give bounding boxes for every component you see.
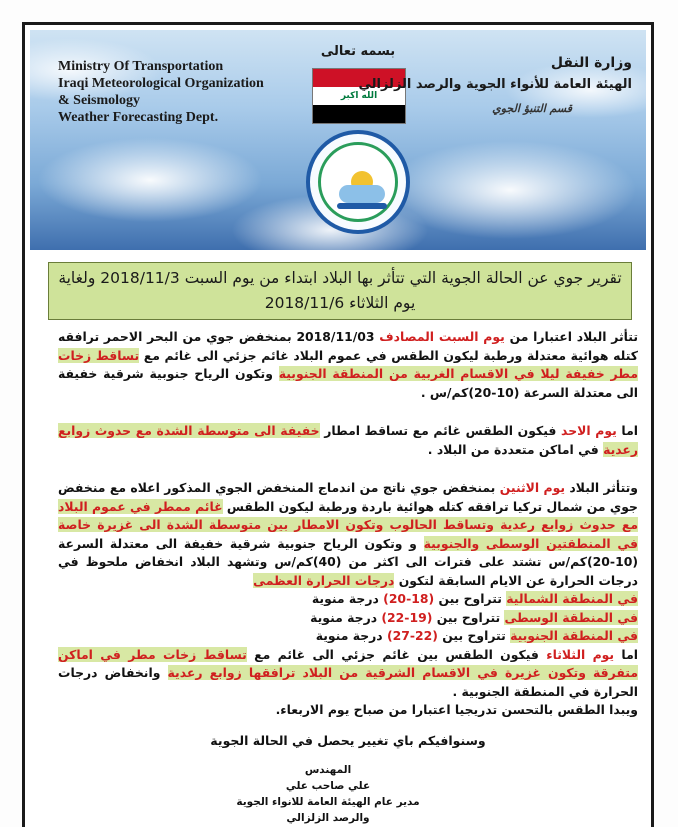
signature-name: علي صاحب علي	[285, 780, 371, 792]
p1-day: يوم السبت	[438, 329, 505, 344]
paragraph-tuesday	[58, 646, 638, 720]
basmala: بسمه تعالى	[320, 44, 396, 59]
p2-highlight: خفيفة الى متوسطة الشدة مع حدوث زوابع رعدية	[58, 423, 638, 457]
signature-title: المهندس	[304, 764, 352, 776]
department-ar: قسم التنبؤ الجوي	[492, 102, 572, 115]
title-line-2: يوم الثلاثاء 2018/11/6	[264, 294, 416, 312]
header-banner	[30, 30, 646, 250]
temp-central: في المنطقة الوسطى تتراوح بين (19-22) درجة منوية	[310, 609, 638, 625]
paragraph-saturday	[58, 328, 638, 402]
p2-day: يوم الاحد	[561, 423, 617, 438]
signature-role-1: مدير عام الهيئة العامة للانواء الجوية	[236, 796, 420, 808]
title-line-1: تقرير جوي عن الحالة الجوية التي تتأثر بها البلاد ابتداء من يوم السبت 2018/11/3 ولغاية	[58, 269, 622, 287]
header-arabic-text	[358, 52, 632, 122]
department-en: Weather Forecasting Dept.	[58, 110, 219, 125]
header-english-text	[58, 58, 264, 126]
p1-text-e: بمنخفض جوي من البحر الاحمر ترافقه كتله هوائية معتدلة ورطبة ليكون الطقس في عموم البلاد غائم جزئي الى غائم مع	[58, 329, 638, 363]
ministry-en: Ministry Of Transportation	[58, 59, 224, 74]
p3-text-c: بمنخفض جوي ناتج من اندماج المنخفض الجوي المذكور اعلاه مع منخفض جوي من شمال تركيا ترافقه كتله هوائية باردة ورطبة ليكون الطقس	[58, 480, 638, 514]
report-title	[48, 262, 632, 320]
p4-text-c: فيكون الطقس بين غائم جزئي الى غائم مع	[246, 646, 547, 662]
signature-role-2: والرصد الزلزالي	[286, 812, 370, 824]
p4-text-e: وانخفاض درجات الحرارة في المنطقة الجنوبية .	[58, 665, 638, 699]
p3-day: يوم الاثنين	[499, 480, 566, 495]
flag-text: الله اكبر	[340, 91, 378, 101]
p1-text-c: المصادف	[374, 329, 439, 344]
ministry-ar: وزارة النقل	[550, 55, 632, 71]
temperature-list	[58, 590, 638, 646]
temp-north: في المنطقة الشمالية تتراوح بين (18-20) درجة منوية	[311, 591, 638, 606]
p4-day: يوم الثلاثاء	[546, 646, 615, 662]
seismology-en: & Seismology	[58, 93, 141, 108]
organization-ar: الهيئة العامة للأنواء الجوية والرصد الزلزالي	[358, 77, 632, 92]
signature-block	[58, 762, 598, 826]
paragraph-monday	[58, 479, 638, 590]
p3-text-e: و وتكون الرياح جنوبية شرقية خفيفة الى معتدلة السرعة (10-20)كم/س تشتد على فترات الى اكثر من (40)كم/س وتشهد البلاد انخفاض ملحوظ في درجات الحرارة عن الايام السابقة لتكون	[58, 535, 638, 588]
closing-line: وسنوافيكم باي تغيير يحصل في الحالة الجوية	[210, 733, 486, 748]
p4-text-a: اما	[614, 646, 639, 662]
paragraph-sunday	[58, 422, 638, 459]
p1-highlight: تساقط زخات مطر خفيفة ليلا في الاقسام الغربية من المنطقة الجنوبية	[58, 347, 638, 381]
temp-south: في المنطقة الجنوبية تتراوح بين (22-27) درجة منوية	[315, 628, 638, 643]
p2-text-a: اما	[616, 423, 638, 438]
report-body	[58, 328, 638, 720]
p1-date: 2018/11/03	[296, 329, 375, 344]
p4-improvement: ويبدا الطقس بالتحسن تدريجيا اعتبارا من صباح يوم الاربعاء.	[275, 702, 638, 717]
p3-highlight: غائم ممطر في عموم البلاد مع حدوث زوابع رعدية وتساقط الحالوب وتكون الامطار بين متوسطة الشدة الى غزيرة خاصة في المنطقتين الوسطى والجنوبية	[58, 498, 638, 551]
p4-highlight: تساقط زخات مطر في اماكن متفرقة وتكون غزيرة في الاقسام الشرقية من البلاد ترافقها زوابع رعدية	[58, 646, 638, 680]
organization-seal-icon	[306, 130, 410, 234]
p2-text-c: فيكون الطقس غائم مع تساقط امطار	[319, 423, 562, 438]
p2-text-e: في اماكن متعددة من البلاد .	[427, 441, 604, 457]
p3-text-a: وتتأثر البلاد	[565, 480, 638, 495]
p1-text-a: تتأثر البلاد اعتبارا من	[504, 329, 639, 344]
p3-max-temp: درجات الحرارة العظمى	[253, 572, 395, 588]
organization-en: Iraqi Meteorological Organization	[58, 76, 264, 91]
p1-text-g: وتكون الرياح جنوبية شرقية خفيفة الى معتدلة السرعة (10-20)كم/س .	[58, 366, 638, 400]
